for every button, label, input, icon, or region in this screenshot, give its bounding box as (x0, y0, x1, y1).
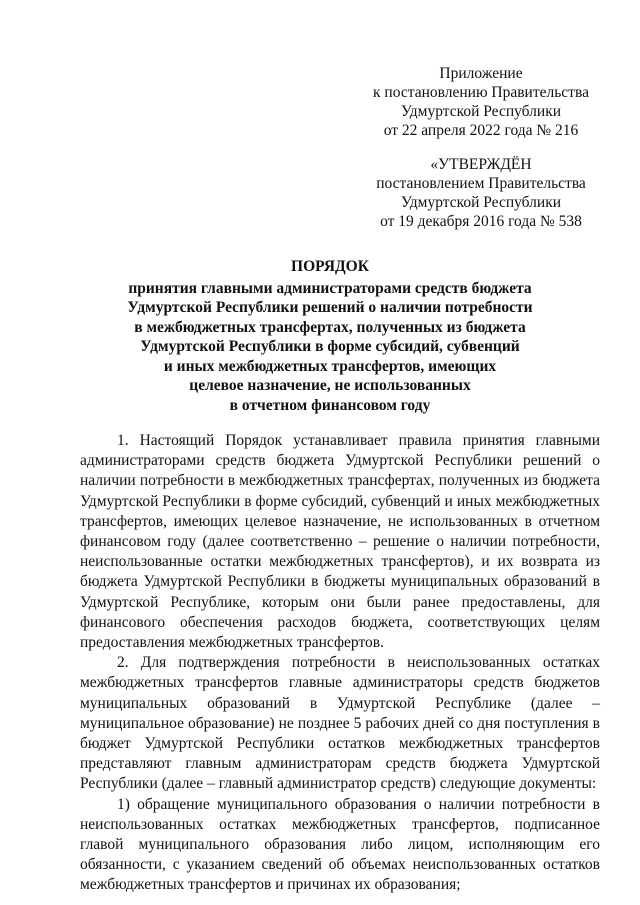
title-line: Удмуртской Республики решений о наличии потребности (127, 299, 533, 316)
paragraph-1: 1. Настоящий Порядок устанавливает правила принятия главными администраторами средств бюджета Удмуртской Республики решений о наличии потребности в межбюджетных трансфертах, полученных из бюджета Удмуртской Республики в форме субсидий, субвенций и иных межбюджетных трансфертов, имеющих целевое назначение, не использованных в отчетном финансовом году (далее соответственно – решение о наличии потребности, неиспользованные остатки межбюджетных трансфертов), и их возврата из бюджета Удмуртской Республики в бюджеты муниципальных образований в Удмуртской Республике, которым они были ранее предоставлены, для финансового обеспечения расходов бюджета, соответствующих целям предоставления межбюджетных трансфертов. (80, 432, 600, 652)
approved-line-2: постановлением Правительства (376, 175, 586, 192)
title-line: в межбюджетных трансфертах, полученных из бюджета (134, 318, 526, 336)
title-line: в отчетном финансовом году (229, 396, 431, 414)
document-title (60, 257, 600, 415)
paragraph-2-item-1: 1) обращение муниципального образования о наличии потребности в неиспользованных остатках межбюджетных трансфертов, подписанное главой муниципального образования либо лицом, исполняющим его обязанности, с указанием сведений об объемах неиспользованных остатков межбюджетных трансфертов и причинах их образования; (80, 795, 600, 894)
appendix-line-4: от 22 апреля 2022 года № 216 (383, 122, 579, 139)
paragraph-2: 2. Для подтверждения потребности в неиспользованных остатках межбюджетных трансфертов главные администраторы средств бюджетов муниципальных образований в Удмуртской Республике (далее – муниципальное образование) не позднее 5 рабочих дней со дня поступления в бюджет Удмуртской Республики остатков межбюджетных трансфертов представляют главным администраторам средств бюджета Удмуртской Республики (далее – главный администратор средств) следующие документы: (80, 654, 600, 793)
title-line: Удмуртской Республики в форме субсидий, субвенций (140, 338, 520, 355)
document-body (80, 431, 600, 896)
approved-stamp-block (356, 155, 606, 231)
title-line: и иных межбюджетных трансфертов, имеющих (163, 357, 497, 375)
approved-line-4: от 19 декабря 2016 года № 538 (380, 213, 582, 230)
approved-line-1: «УТВЕРЖДЁН (430, 156, 532, 173)
title-heading: ПОРЯДОК (291, 258, 369, 275)
title-line: принятия главными администраторами средств бюджета (128, 279, 532, 297)
approved-line-3: Удмуртской Республики (400, 194, 562, 211)
appendix-line-2: к постановлению Правительства (373, 84, 589, 101)
appendix-line-1: Приложение (439, 65, 523, 82)
title-line: целевое назначение, не использованных (189, 377, 471, 394)
appendix-line-3: Удмуртской Республики (400, 103, 562, 120)
appendix-header (356, 64, 606, 140)
